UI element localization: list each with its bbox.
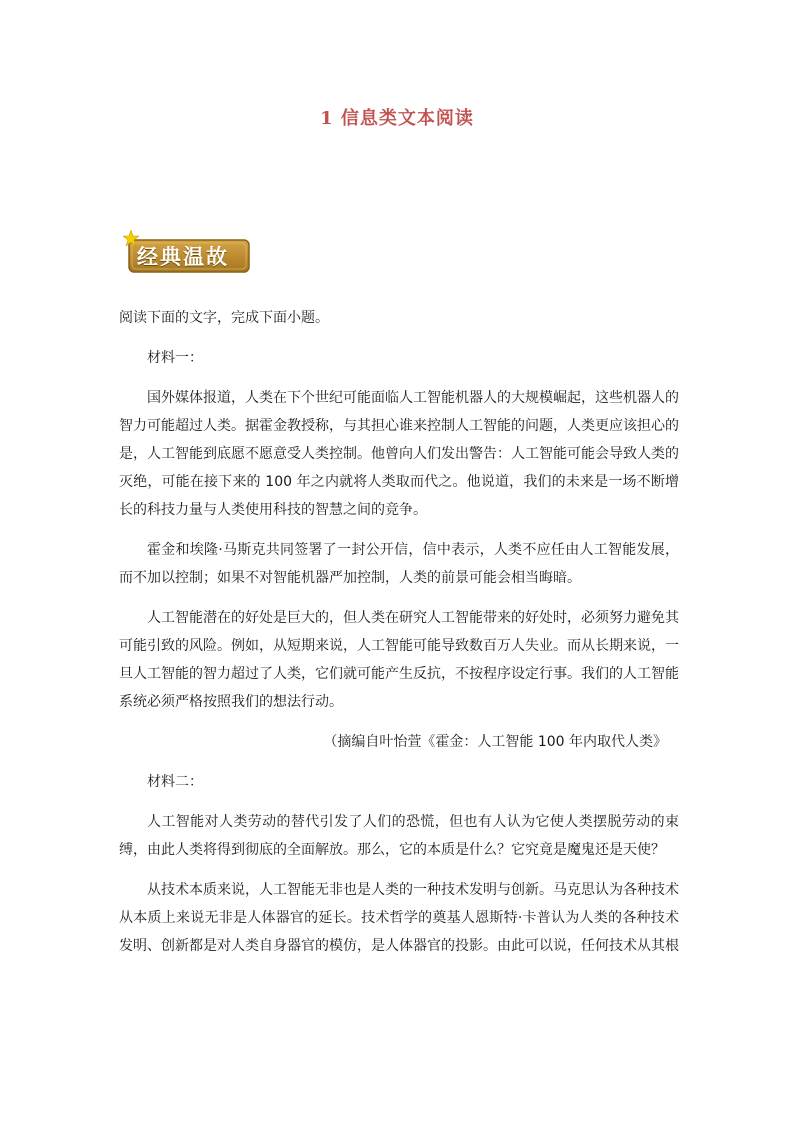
section-badge: [127, 236, 251, 274]
reading-content: [119, 304, 679, 972]
material-one-paragraph: 国外媒体报道，人类在下个世纪可能面临人工智能机器人的大规模崛起，这些机器人的智力可能超过人类。据霍金教授称，与其担心谁来控制人工智能的问题，人类更应该担心的是，人工智能到底愿不愿意受人类控制。他曾向人们发出警告：人工智能可能会导致人类的灭绝，可能在接下来的 100 年之内就将人类取而代之。他说道，我们的未来是一场不断增长的科技力量与人类使用科技的智慧之间的竞争。: [119, 390, 679, 518]
instruction-text: 阅读下面的文字，完成下面小题。: [119, 310, 329, 326]
material-one-source: （摘编自叶怡萱《霍金：人工智能 100 年内取代人类》: [323, 734, 667, 750]
material-one-label: 材料一：: [147, 350, 203, 366]
material-two-paragraph: 人工智能对人类劳动的替代引发了人们的恐慌，但也有人认为它使人类摆脱劳动的束缚，由此人类将得到彻底的全面解放。那么，它的本质是什么？它究竟是魔鬼还是天使？: [119, 814, 679, 858]
material-two-paragraph: 从技术本质来说，人工智能无非也是人类的一种技术发明与创新。马克思认为各种技术从本质上来说无非是人体器官的延长。技术哲学的奠基人恩斯特·卡普认为人类的各种技术发明、创新都是对人类自身器官的模仿，是人体器官的投影。由此可以说，任何技术从其根: [119, 882, 679, 954]
badge-label: 经典温故: [137, 245, 229, 269]
material-two-label: 材料二：: [147, 774, 203, 790]
page-title: 1 信息类文本阅读: [320, 108, 474, 129]
material-one-paragraph: 人工智能潜在的好处是巨大的，但人类在研究人工智能带来的好处时，必须努力避免其可能引致的风险。例如，从短期来说，人工智能可能导致数百万人失业。而从长期来说，一旦人工智能的智力超过了人类，它们就可能产生反抗，不按程序设定行事。我们的人工智能系统必须严格按照我们的想法行动。: [119, 610, 679, 710]
material-one-paragraph: 霍金和埃隆·马斯克共同签署了一封公开信，信中表示，人类不应任由人工智能发展，而不加以控制；如果不对智能机器严加控制，人类的前景可能会相当晦暗。: [119, 542, 679, 586]
